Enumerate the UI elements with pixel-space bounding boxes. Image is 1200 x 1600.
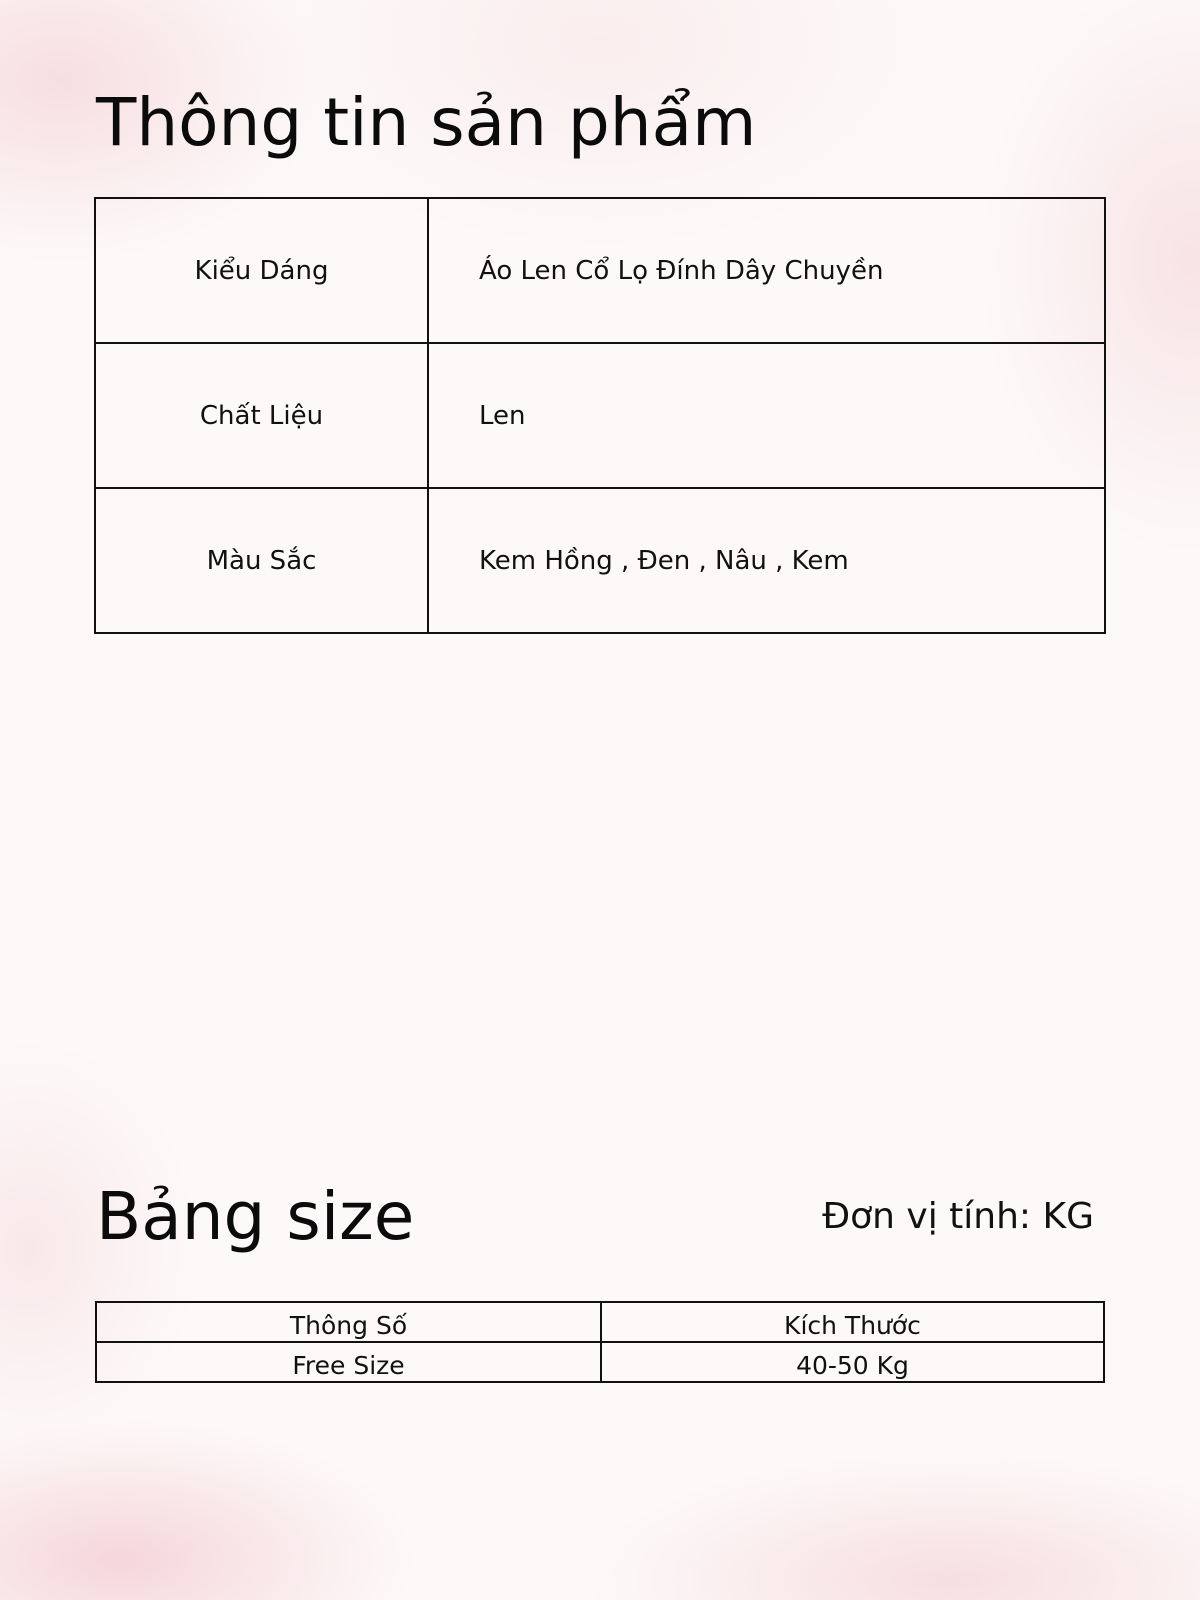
size-weight-cell: 40-50 Kg <box>601 1342 1104 1382</box>
color-value: Kem Hồng , Đen , Nâu , Kem <box>428 488 1105 633</box>
table-row <box>96 1342 1104 1382</box>
table-row <box>95 198 1105 343</box>
style-label: Kiểu Dáng <box>95 198 428 343</box>
spec-header: Thông Số <box>96 1302 601 1342</box>
table-header-row <box>96 1302 1104 1342</box>
table-row <box>95 488 1105 633</box>
product-info-title: Thông tin sản phẩm <box>96 84 757 161</box>
measurement-header: Kích Thước <box>601 1302 1104 1342</box>
material-label: Chất Liệu <box>95 343 428 488</box>
product-info-table <box>94 197 1106 634</box>
table-row <box>95 343 1105 488</box>
style-value: Áo Len Cổ Lọ Đính Dây Chuyền <box>428 198 1105 343</box>
material-value: Len <box>428 343 1105 488</box>
color-label: Màu Sắc <box>95 488 428 633</box>
size-chart-title: Bảng size <box>96 1178 415 1255</box>
size-chart-table <box>95 1301 1105 1383</box>
unit-label: Đơn vị tính: KG <box>822 1196 1094 1237</box>
size-name-cell: Free Size <box>96 1342 601 1382</box>
